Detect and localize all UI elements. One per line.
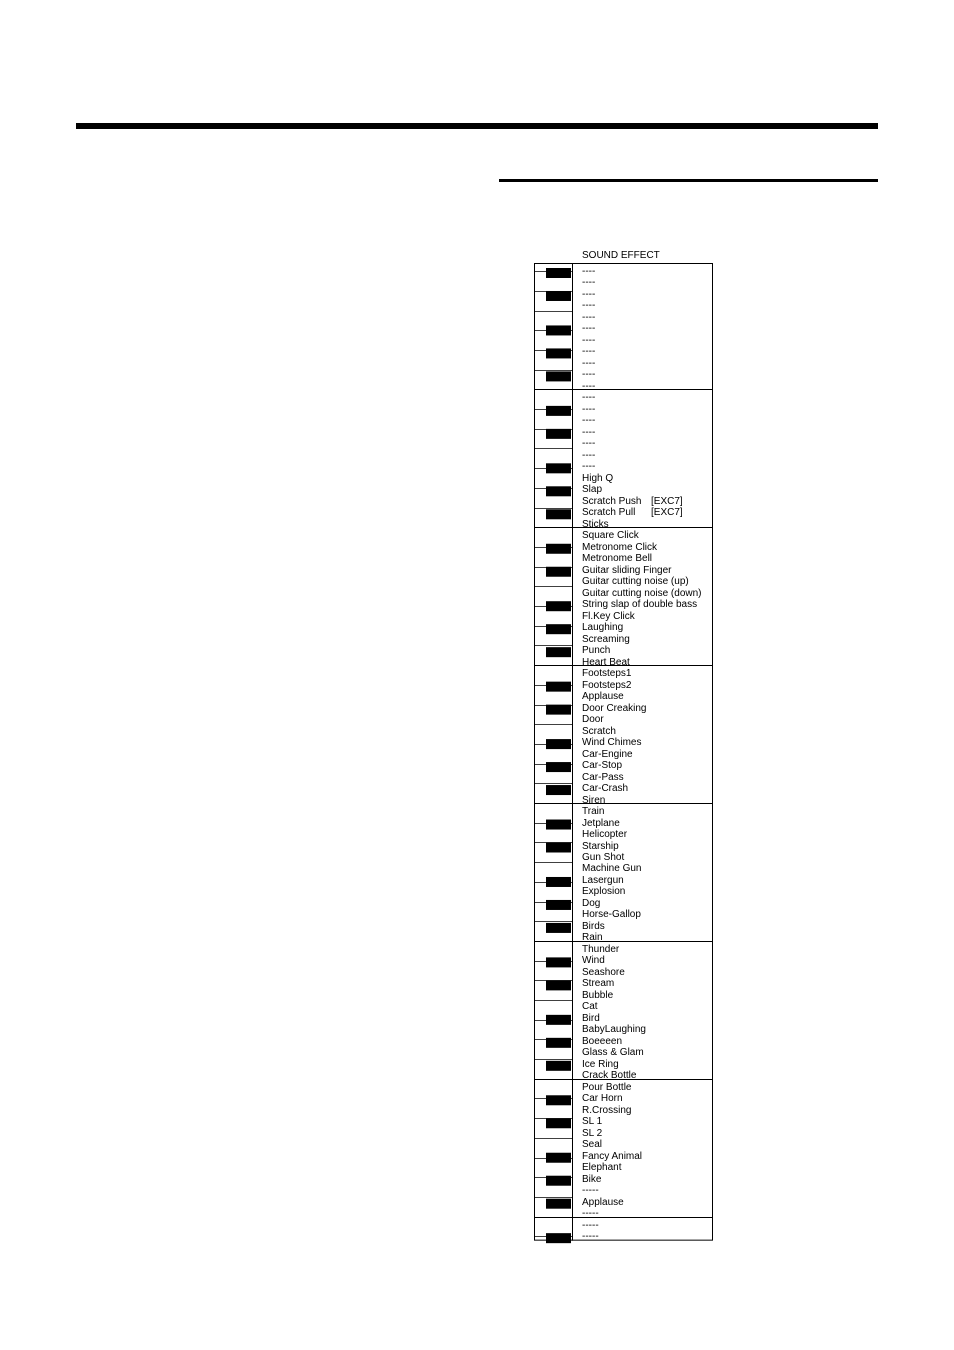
sound-label: Seal: [582, 1139, 603, 1151]
sound-label: Metronome Bell: [582, 553, 653, 565]
sound-label: ----: [582, 277, 596, 289]
sound-label: Screaming: [582, 633, 630, 645]
sound-label: Seashore: [582, 966, 625, 978]
sound-label: Rain: [582, 932, 603, 944]
black-key-cs: [546, 1233, 571, 1243]
sound-label: ----: [582, 461, 596, 473]
black-key-fs: [546, 739, 571, 749]
sound-label: Fancy Animal: [582, 1150, 643, 1162]
black-key-cs: [546, 957, 571, 967]
sound-label: String slap of double bass: [582, 599, 698, 611]
sound-label: Car-Engine: [582, 748, 633, 760]
sound-label: ----: [582, 311, 596, 323]
sound-label: ----: [582, 392, 596, 404]
black-key-as: [546, 1061, 571, 1071]
sound-label: Jetplane: [582, 817, 620, 829]
white-key-strip: [535, 264, 573, 1241]
black-key-ds: [546, 705, 571, 715]
black-key-as: [546, 923, 571, 933]
sound-label: SL 1: [582, 1116, 603, 1128]
black-key-gs: [546, 486, 571, 496]
top-rule: [76, 123, 878, 129]
sound-label: ----: [582, 346, 596, 358]
black-key-gs: [546, 762, 571, 772]
sound-label: Guitar cutting noise (up): [582, 576, 689, 588]
black-key-ds: [546, 567, 571, 577]
sound-label: Applause: [582, 1196, 624, 1208]
sound-label: Elephant: [582, 1162, 622, 1174]
sound-label: Bubble: [582, 989, 614, 1001]
sound-label: Glass & Glam: [582, 1047, 644, 1059]
sound-label: ----: [582, 403, 596, 415]
sound-label: Car-Pass: [582, 771, 624, 783]
sound-label: Horse-Gallop: [582, 909, 641, 921]
sound-label: BabyLaughing: [582, 1024, 646, 1036]
black-key-cs: [546, 406, 571, 416]
black-key-fs: [546, 463, 571, 473]
sound-label: Machine Gun: [582, 863, 642, 875]
sound-label: Stream: [582, 978, 615, 990]
sound-label: ----: [582, 357, 596, 369]
black-key-gs: [546, 348, 571, 358]
sound-label: Punch: [582, 645, 611, 657]
sound-label: Guitar sliding Finger: [582, 564, 672, 576]
black-key-gs: [546, 900, 571, 910]
sound-label: Car Horn: [582, 1093, 623, 1105]
sound-label: Laughing: [582, 622, 624, 634]
black-key-as: [546, 1199, 571, 1209]
sound-label: Footsteps2: [582, 679, 632, 691]
sound-label: Scratch Push: [582, 495, 642, 507]
black-key-fs: [546, 877, 571, 887]
sound-label: Door Creaking: [582, 702, 647, 714]
sound-label: Cat: [582, 1001, 598, 1013]
sound-label: ----: [582, 300, 596, 312]
sound-label: Wind: [582, 955, 605, 967]
sound-label: Helicopter: [582, 829, 628, 840]
sound-label: Explosion: [582, 886, 626, 898]
black-key-as: [546, 647, 571, 657]
sound-label: Siren: [582, 794, 606, 806]
sound-label: Footsteps1: [582, 668, 632, 680]
black-key-ds: [546, 843, 571, 853]
sound-label: Sticks: [582, 518, 609, 530]
sound-label: Car-Crash: [582, 783, 629, 795]
sound-label: Door: [582, 714, 604, 726]
sound-label: ----: [582, 380, 596, 392]
sound-label: Dog: [582, 897, 601, 909]
sound-label: ----: [582, 438, 596, 450]
sound-label: -----: [582, 1219, 599, 1231]
sound-label: Lasergun: [582, 874, 624, 886]
sound-label: Guitar cutting noise (down): [582, 587, 702, 599]
sound-label: Wind Chimes: [582, 737, 642, 749]
sound-label: Scratch Pull: [582, 507, 636, 519]
sound-label: ----: [582, 266, 596, 277]
sound-label: Bird: [582, 1012, 600, 1024]
sound-label: -----: [582, 1231, 599, 1243]
sound-label: R.Crossing: [582, 1104, 632, 1116]
sound-label: ----: [582, 288, 596, 300]
black-key-ds: [546, 1118, 571, 1128]
black-key-gs: [546, 624, 571, 634]
black-key-cs: [546, 820, 571, 830]
sound-label: Fl.Key Click: [582, 610, 635, 622]
sound-list-box: [573, 264, 713, 1241]
black-key-cs: [546, 544, 571, 554]
black-key-cs: [546, 1095, 571, 1105]
black-key-ds: [546, 291, 571, 301]
sound-label: -----: [582, 1208, 599, 1220]
black-key-gs: [546, 1038, 571, 1048]
sound-label: ----: [582, 426, 596, 438]
sound-label: -----: [582, 1185, 599, 1197]
sound-label: ----: [582, 369, 596, 381]
sound-label: Car-Stop: [582, 760, 623, 772]
sound-label: Bike: [582, 1173, 602, 1185]
sound-label: Scratch: [582, 725, 616, 737]
sound-label: ----: [582, 323, 596, 335]
sound-label: Metronome Click: [582, 541, 658, 553]
sound-label: Heart Beat: [582, 656, 630, 668]
sound-label: Slap: [582, 484, 603, 496]
black-key-as: [546, 371, 571, 381]
sound-effect-heading: SOUND EFFECT: [582, 250, 660, 261]
black-key-as: [546, 509, 571, 519]
sound-label: Gun Shot: [582, 851, 625, 863]
sound-label: Crack Bottle: [582, 1070, 637, 1082]
black-key-cs: [546, 682, 571, 692]
black-key-cs: [546, 268, 571, 278]
black-key-ds: [546, 980, 571, 990]
exclusive-group-note: [EXC7]: [651, 507, 683, 519]
exclusive-group-note: [EXC7]: [651, 495, 683, 507]
black-key-fs: [546, 1015, 571, 1025]
sound-label: Starship: [582, 840, 619, 852]
black-key-as: [546, 785, 571, 795]
sound-label: ----: [582, 449, 596, 461]
sound-label: Applause: [582, 691, 624, 703]
sound-label: Square Click: [582, 530, 639, 542]
sound-label: Boeeeen: [582, 1035, 623, 1047]
black-key-gs: [546, 1176, 571, 1186]
black-key-fs: [546, 1153, 571, 1163]
sound-label: Ice Ring: [582, 1058, 619, 1070]
sound-label: Birds: [582, 920, 605, 932]
sound-label: Thunder: [582, 943, 620, 955]
sound-label: ----: [582, 334, 596, 346]
sound-label: Pour Bottle: [582, 1081, 632, 1093]
black-key-fs: [546, 325, 571, 335]
sound-label: High Q: [582, 472, 614, 484]
black-key-ds: [546, 429, 571, 439]
section-rule: [499, 179, 878, 182]
sound-label: Train: [582, 806, 605, 818]
black-key-fs: [546, 601, 571, 611]
sound-label: SL 2: [582, 1127, 603, 1139]
sound-label: ----: [582, 415, 596, 427]
